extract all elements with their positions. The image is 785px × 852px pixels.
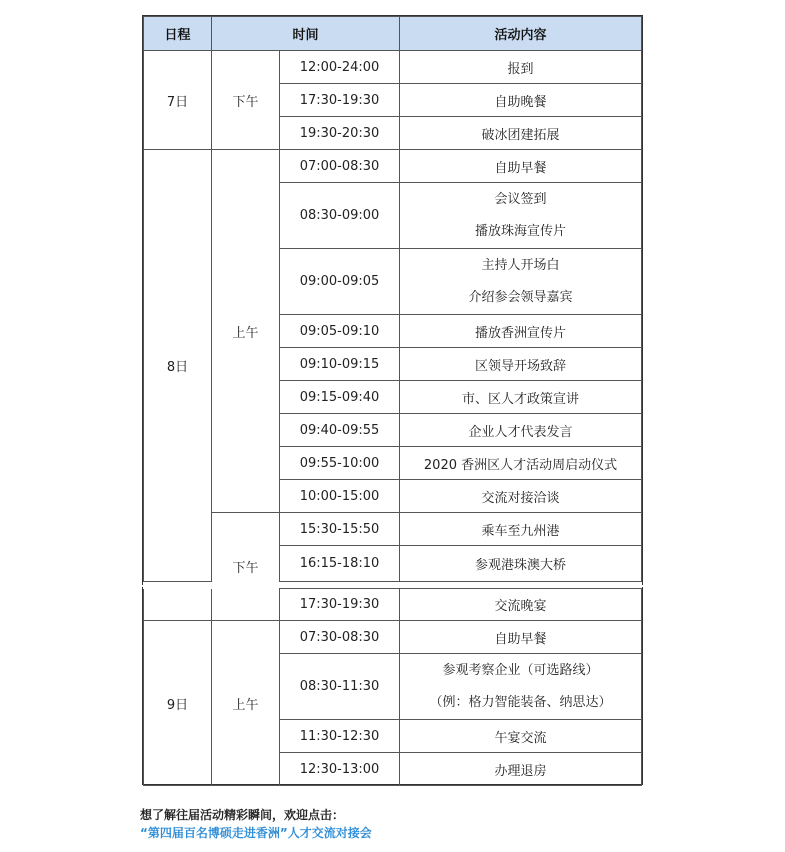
time-cell: 17:30-19:30 [280,84,400,117]
period-cell-8-pm-continued [212,589,280,621]
content-cell: 破冰团建拓展 [400,117,642,150]
time-cell: 12:00-24:00 [280,51,400,84]
time-cell: 19:30-20:30 [280,117,400,150]
day-cell-8-continued [144,589,212,621]
day-cell-8: 8日 [144,150,212,582]
day-cell-7: 7日 [144,51,212,150]
day-cell-9: 9日 [144,621,212,786]
table-row [144,150,642,183]
header-day: 日程 [144,17,212,51]
header-time: 时间 [212,17,400,51]
content-cell: 参观港珠澳大桥 [400,546,642,582]
content-cell [400,654,642,720]
content-cell: 乘车至九州港 [400,513,642,546]
content-cell: 2020 香洲区人才活动周启动仪式 [400,447,642,480]
time-cell: 07:00-08:30 [280,150,400,183]
content-cell: 企业人才代表发言 [400,414,642,447]
time-cell: 09:40-09:55 [280,414,400,447]
content-line: 主持人开场白 [481,257,560,273]
content-cell: 区领导开场致辞 [400,348,642,381]
period-cell-7-pm: 下午 [212,51,280,150]
content-cell: 交流晚宴 [400,589,642,621]
time-cell: 09:15-09:40 [280,381,400,414]
time-cell: 10:00-15:00 [280,480,400,513]
content-line: 会议签到 [494,191,547,207]
content-cell: 播放香洲宣传片 [400,315,642,348]
time-cell: 17:30-19:30 [280,589,400,621]
content-line: 参观考察企业（可选路线） [442,662,599,678]
content-cell [400,249,642,315]
time-cell: 12:30-13:00 [280,753,400,786]
content-cell: 市、区人才政策宣讲 [400,381,642,414]
time-cell: 11:30-12:30 [280,720,400,753]
footer-prompt: 想了解往届活动精彩瞬间，欢迎点击： [140,808,345,822]
period-cell-9-am: 上午 [212,621,280,786]
header-content: 活动内容 [400,17,642,51]
time-cell: 09:05-09:10 [280,315,400,348]
table-row [144,51,642,84]
time-cell: 15:30-15:50 [280,513,400,546]
period-cell-8-am: 上午 [212,150,280,513]
content-line: （例：格力智能装备、纳思达） [429,694,612,710]
content-cell: 自助早餐 [400,150,642,183]
table-row [144,513,642,546]
content-cell: 报到 [400,51,642,84]
footer-link[interactable]: “第四届百名博硕走进香洲”人才交流对接会 [140,826,372,840]
schedule-table-upper [143,16,642,582]
content-line: 介绍参会领导嘉宾 [468,289,573,305]
content-cell: 午宴交流 [400,720,642,753]
time-cell: 08:30-11:30 [280,654,400,720]
table-row [144,621,642,654]
content-cell: 自助早餐 [400,621,642,654]
time-cell: 09:55-10:00 [280,447,400,480]
content-cell [400,183,642,249]
time-cell: 08:30-09:00 [280,183,400,249]
content-cell: 办理退房 [400,753,642,786]
time-cell: 07:30-08:30 [280,621,400,654]
content-cell: 自助晚餐 [400,84,642,117]
content-line: 播放珠海宣传片 [475,223,567,239]
schedule-table-lower [143,588,642,786]
time-cell: 09:00-09:05 [280,249,400,315]
period-cell-8-pm: 下午 [212,513,280,582]
time-cell: 16:15-18:10 [280,546,400,582]
time-cell: 09:10-09:15 [280,348,400,381]
header-row [144,17,642,51]
content-cell: 交流对接洽谈 [400,480,642,513]
table-row [144,589,642,621]
